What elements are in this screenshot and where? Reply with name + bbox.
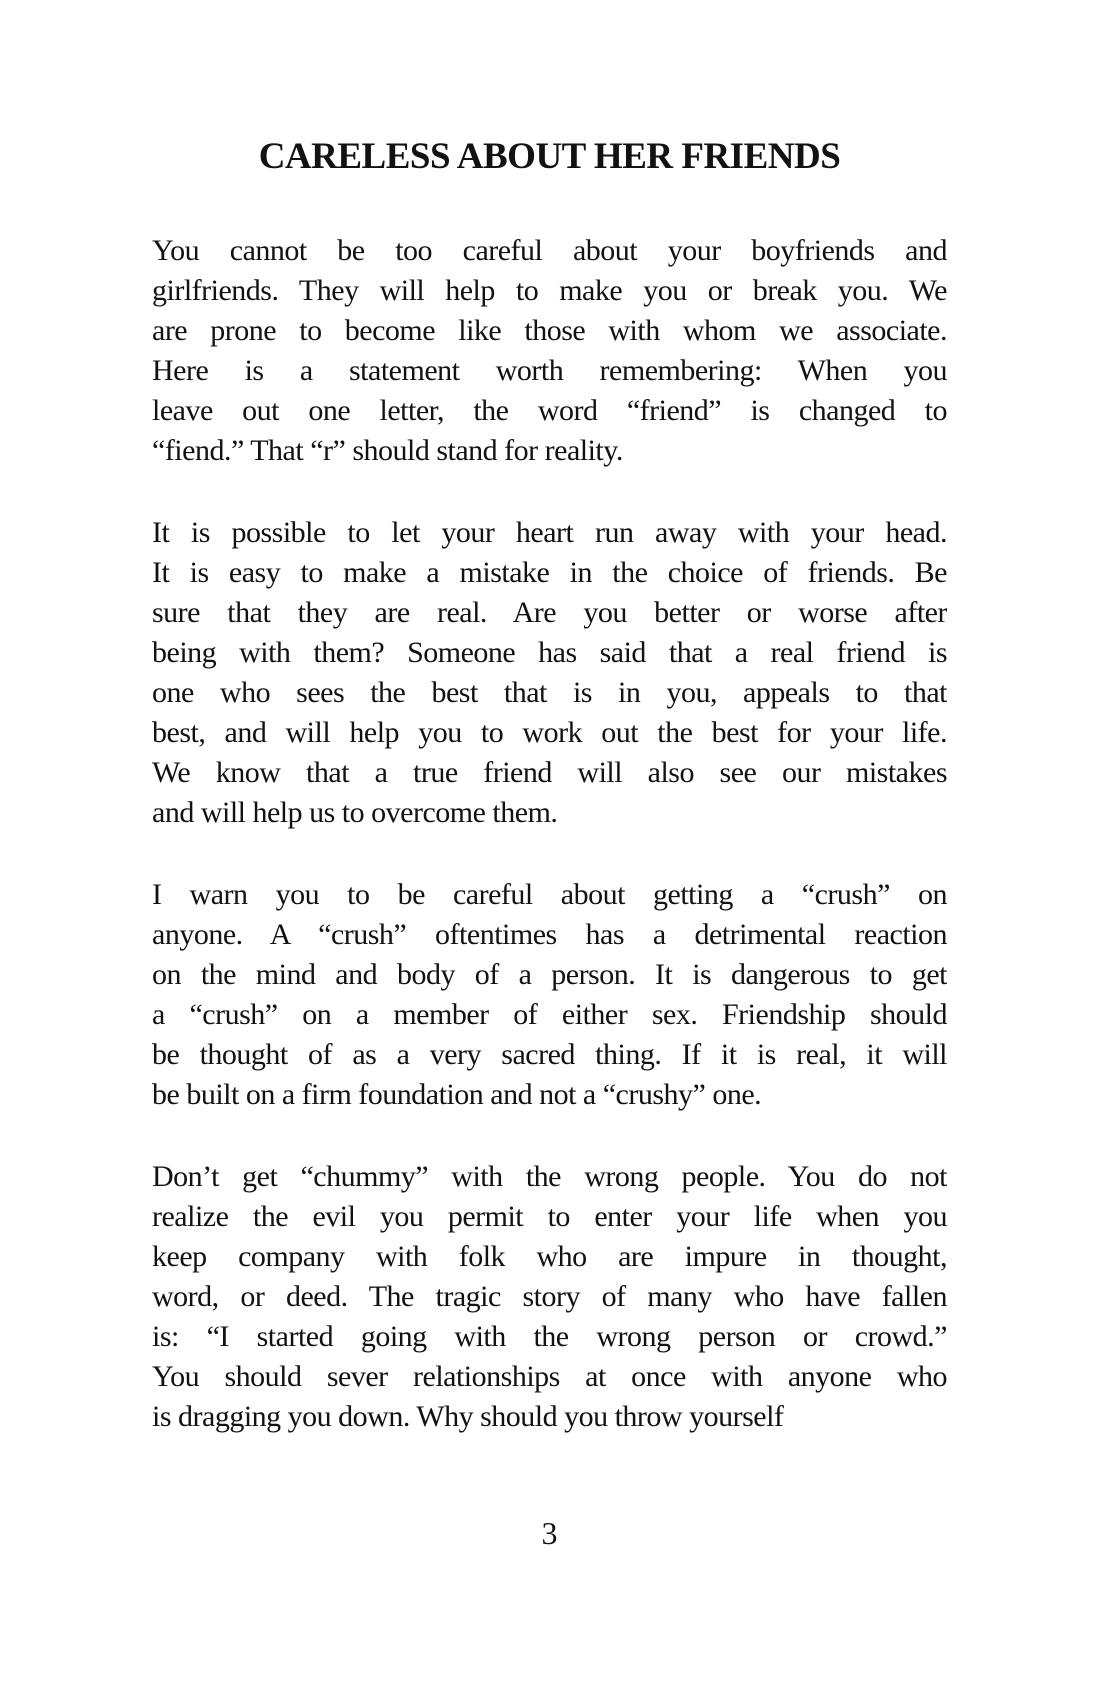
- text-line: We know that a true friend will also see our mistakes: [152, 756, 947, 789]
- text-line: It is possible to let your heart run away with your head.: [152, 516, 947, 549]
- text-line: are prone to become like those with whom we associate.: [152, 314, 947, 347]
- paragraph: [152, 1157, 947, 1437]
- text-line: is dragging you down. Why should you throw yourself: [152, 1400, 784, 1433]
- text-line: best, and will help you to work out the best for your life.: [152, 716, 947, 749]
- text-line: sure that they are real. Are you better or worse after: [152, 596, 947, 629]
- text-line: be thought of as a very sacred thing. If it is real, it will: [152, 1038, 947, 1071]
- text-line: be built on a firm foundation and not a “crushy” one.: [152, 1078, 762, 1111]
- text-line: Don’t get “chummy” with the wrong people. You do not: [152, 1160, 947, 1193]
- page-body: [152, 231, 947, 1479]
- text-line: on the mind and body of a person. It is dangerous to get: [152, 958, 947, 991]
- text-line: one who sees the best that is in you, appeals to that: [152, 676, 947, 709]
- text-line: Here is a statement worth remembering: When you: [152, 354, 947, 387]
- text-line: is: “I started going with the wrong person or crowd.”: [152, 1320, 947, 1353]
- text-line: and will help us to overcome them.: [152, 796, 558, 829]
- paragraph: [152, 875, 947, 1115]
- page-number: 3: [541, 1515, 558, 1551]
- chapter-title: CARELESS ABOUT HER FRIENDS: [258, 136, 841, 177]
- text-line: I warn you to be careful about getting a “crush” on: [152, 878, 947, 911]
- text-line: leave out one letter, the word “friend” is changed to: [152, 394, 947, 427]
- text-line: anyone. A “crush” oftentimes has a detrimental reaction: [152, 918, 947, 951]
- text-line: “fiend.” That “r” should stand for reality.: [152, 434, 623, 467]
- text-line: You cannot be too careful about your boyfriends and: [152, 234, 947, 267]
- paragraph: [152, 513, 947, 833]
- text-line: realize the evil you permit to enter your life when you: [152, 1200, 947, 1233]
- text-line: It is easy to make a mistake in the choice of friends. Be: [152, 556, 947, 589]
- text-line: being with them? Someone has said that a real friend is: [152, 636, 947, 669]
- text-line: You should sever relationships at once with anyone who: [152, 1360, 947, 1393]
- text-line: keep company with folk who are impure in thought,: [152, 1240, 947, 1273]
- text-line: girlfriends. They will help to make you or break you. We: [152, 274, 947, 307]
- text-line: word, or deed. The tragic story of many who have fallen: [152, 1280, 947, 1313]
- paragraph: [152, 231, 947, 471]
- text-line: a “crush” on a member of either sex. Friendship should: [152, 998, 947, 1031]
